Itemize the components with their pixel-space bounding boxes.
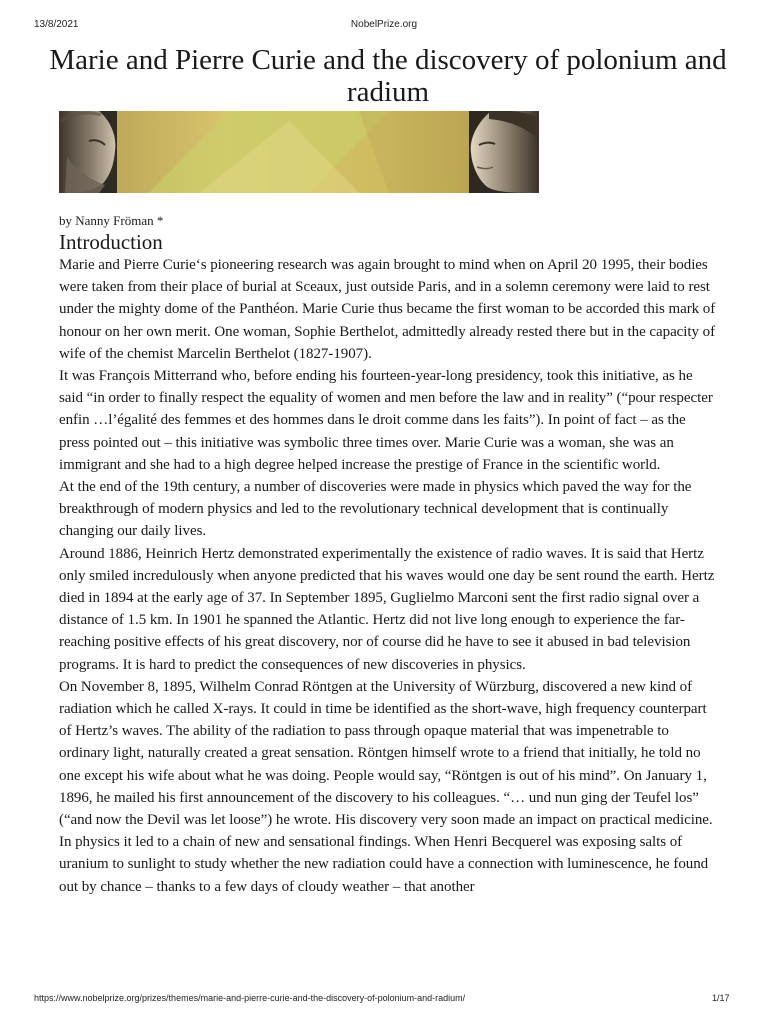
paragraph: Marie and Pierre Curie‘s pioneering research was again brought to mind when on April 20 1995, their bodies were taken from their place of burial at Sceaux, just outside Paris, and in a solemn ceremony were laid to rest under the mighty dome of the Panthéon. Marie Curie thus became the first woman to be accorded this mark of honour on her own merit. One woman, Sophie Berthelot, admittedly already rested there but in the capacity of wife of the chemist Marcelin Berthelot (1827-1907).: [59, 257, 716, 362]
marie-curie-portrait: [469, 111, 539, 193]
paragraph: It was François Mitterrand who, before ending his fourteen-year-long presidency, took this initiative, as he said “in order to finally respect the equality of women and men before the law and in reality” (“pour respecter enfin …l’égalité des femmes et des hommes dans le droit comme dans les faits”). In point of fact – as the press pointed out – this initiative was symbolic three times over. Marie Curie was a woman, she was an immigrant and she had to a high degree helped increase the prestige of France in the scientific world.: [59, 368, 713, 473]
paragraph: On November 8, 1895, Wilhelm Conrad Röntgen at the University of Würzburg, discovered a new kind of radiation which he called X-rays. It could in time be identified as the short-wave, high frequency counterpart of Hertz’s waves. The ability of the radiation to pass through opaque material that was impenetrable to ordinary light, naturally created a great sensation. Röntgen himself wrote to a friend that initially, he told no one except his wife about what he was doing. People would say, “Röntgen is out of his mind”. On January 1, 1896, he mailed his first announcement of the discovery to his colleagues. “… und nun ging der Teufel los” (“and now the Devil was let loose”) he wrote. His discovery very soon made an impact on practical medicine. In physics it led to a chain of new and sensational findings. When Henri Becquerel was exposing salts of uranium to sunlight to study whether the new radiation could have a connection with luminescence, he found out by chance – thanks to a few days of cloudy weather – that another: [59, 678, 713, 895]
paragraph: Around 1886, Heinrich Hertz demonstrated experimentally the existence of radio waves. It is said that Hertz only smiled incredulously when anyone predicted that his waves would one day be sent round the earth. Hertz died in 1894 at the early age of 37. In September 1895, Guglielmo Marconi sent the first radio signal over a distance of 1.5 km. In 1901 he spanned the Atlantic. Hertz did not live long enough to experience the far-reaching positive effects of his great discovery, nor of course did he have to see it abused in bad television programs. It is hard to predict the consequences of new discoveries in physics.: [59, 545, 715, 673]
article-title: Marie and Pierre Curie and the discovery of polonium and radium: [49, 44, 727, 108]
section-heading-introduction: Introduction: [59, 230, 163, 254]
print-date: 13/8/2021: [34, 19, 79, 30]
paragraph: At the end of the 19th century, a number of discoveries were made in physics which paved the way for the breakthrough of modern physics and led to the revolutionary technical development that is continually changing our daily lives.: [59, 479, 692, 540]
print-footer: [0, 993, 768, 1007]
curie-banner-image: [59, 111, 539, 193]
print-page-url: https://www.nobelprize.org/prizes/themes/marie-and-pierre-curie-and-the-discovery-of-polonium-and-radium/: [34, 993, 466, 1003]
print-site-name: NobelPrize.org: [350, 19, 418, 30]
print-header: [0, 19, 768, 33]
page-number: 1/17: [712, 993, 730, 1003]
pierre-curie-portrait: [59, 111, 117, 193]
article-body: [59, 212, 719, 898]
article-byline: by Nanny Fröman *: [59, 213, 164, 228]
